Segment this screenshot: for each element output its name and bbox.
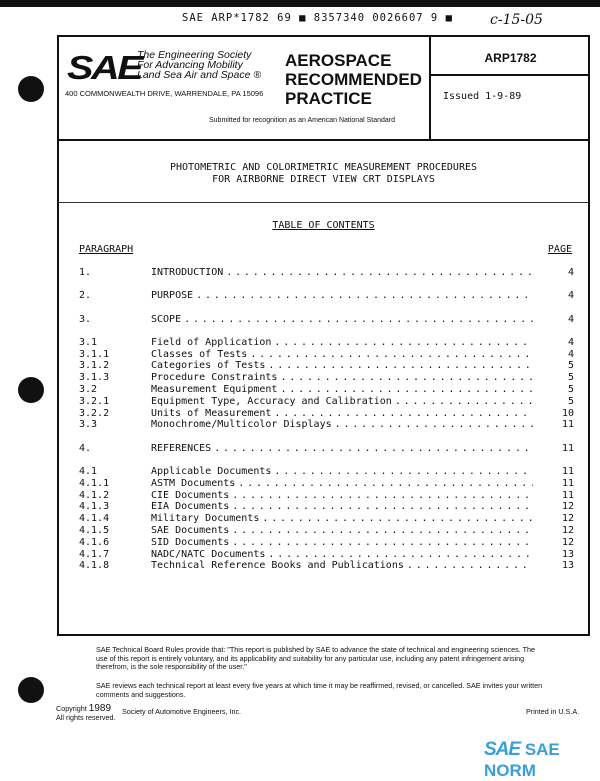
tagline-line: Land Sea Air and Space ® bbox=[137, 69, 262, 81]
dot-leader bbox=[214, 443, 533, 455]
toc-entry bbox=[79, 290, 574, 302]
toc-page: 11 bbox=[561, 489, 574, 501]
catalog-stamp: SAE ARP*1782 69 ■ 8357340 0026607 9 ■ bbox=[182, 12, 453, 24]
toc-page: 5 bbox=[567, 372, 574, 384]
punch-hole bbox=[18, 377, 44, 403]
type-line: PRACTICE bbox=[285, 89, 372, 108]
toc-page: 13 bbox=[561, 560, 574, 572]
type-line: RECOMMENDED bbox=[285, 70, 422, 89]
toc-page: 12 bbox=[561, 536, 574, 548]
toc-entry bbox=[79, 560, 574, 572]
toc-title: REFERENCES bbox=[151, 442, 212, 454]
toc-page: 12 bbox=[561, 513, 574, 525]
toc-number: 3.2 bbox=[79, 384, 98, 396]
toc-title: Categories of Tests bbox=[151, 360, 266, 372]
dot-leader bbox=[268, 360, 533, 372]
scan-edge bbox=[0, 0, 600, 7]
toc-page: 13 bbox=[561, 548, 574, 560]
dot-leader bbox=[232, 490, 533, 502]
toc-entry bbox=[79, 537, 574, 549]
dot-leader bbox=[232, 501, 533, 513]
toc-page: 11 bbox=[561, 419, 574, 431]
sae-logo: SAE bbox=[67, 49, 142, 86]
toc-title: ASTM Documents bbox=[151, 477, 236, 489]
toc-title: Classes of Tests bbox=[151, 348, 248, 360]
dot-leader bbox=[335, 419, 533, 431]
toc-page: 4 bbox=[567, 267, 574, 278]
toc-title: Procedure Constraints bbox=[151, 372, 278, 384]
watermark-logo: SAE bbox=[484, 739, 521, 760]
type-line: AEROSPACE bbox=[285, 51, 392, 70]
toc-title: SAE Documents bbox=[151, 525, 230, 537]
toc-page: 5 bbox=[567, 395, 574, 407]
toc-number: 4.1.7 bbox=[79, 548, 110, 560]
toc-entry bbox=[79, 478, 574, 490]
printed-in: Printed in U.S.A. bbox=[526, 707, 580, 716]
toc-number: 4.1.5 bbox=[79, 525, 110, 537]
dot-leader bbox=[395, 396, 533, 408]
toc-entry bbox=[79, 349, 574, 361]
punch-hole bbox=[18, 677, 44, 703]
toc-group bbox=[79, 337, 574, 431]
toc-number: 4.1.6 bbox=[79, 536, 110, 548]
toc-page: 11 bbox=[561, 466, 574, 478]
dot-leader bbox=[262, 513, 533, 525]
dot-leader bbox=[274, 337, 533, 349]
toc-title: Technical Reference Books and Publications bbox=[151, 560, 404, 572]
toc-number: 3.1.3 bbox=[79, 372, 110, 384]
toc-entry bbox=[79, 549, 574, 561]
toc-entry bbox=[79, 513, 574, 525]
document-header bbox=[57, 35, 590, 141]
toc-number: 4.1.2 bbox=[79, 489, 110, 501]
toc-title: INTRODUCTION bbox=[151, 267, 224, 278]
toc-title: NADC/NATC Documents bbox=[151, 548, 266, 560]
dot-leader bbox=[407, 560, 533, 572]
address: 400 COMMONWEALTH DRIVE, WARRENDALE, PA 15096 bbox=[65, 89, 264, 98]
issued-date: Issued 1-9-89 bbox=[443, 91, 522, 102]
toc-group bbox=[79, 314, 574, 326]
toc-group bbox=[79, 443, 574, 455]
toc-page: 12 bbox=[561, 525, 574, 537]
toc-title: Applicable Documents bbox=[151, 466, 272, 478]
dot-leader bbox=[268, 549, 533, 561]
toc-number: 3.2.2 bbox=[79, 407, 110, 419]
table-of-contents bbox=[79, 267, 574, 584]
toc-title: PURPOSE bbox=[151, 290, 194, 302]
toc-title: Monochrome/Multicolor Displays bbox=[151, 419, 332, 431]
paragraph-column-header: PARAGRAPH bbox=[79, 244, 134, 255]
watermark-text: SAE NORM bbox=[484, 740, 560, 780]
toc-title: Units of Measurement bbox=[151, 407, 272, 419]
toc-page: 4 bbox=[567, 290, 574, 302]
toc-number: 4.1.1 bbox=[79, 477, 110, 489]
toc-entry bbox=[79, 501, 574, 513]
toc-group bbox=[79, 290, 574, 302]
dot-leader bbox=[238, 478, 533, 490]
title-line: FOR AIRBORNE DIRECT VIEW CRT DISPLAYS bbox=[212, 174, 435, 185]
toc-page: 10 bbox=[561, 407, 574, 419]
toc-entry bbox=[79, 384, 574, 396]
toc-number: 3.2.1 bbox=[79, 395, 110, 407]
rights-reserved: All rights reserved. bbox=[56, 712, 116, 722]
toc-number: 4. bbox=[79, 442, 92, 454]
toc-title: SID Documents bbox=[151, 536, 230, 548]
handwritten-note: c-15-05 bbox=[490, 12, 543, 28]
toc-group bbox=[79, 267, 574, 279]
toc-number: 3.1 bbox=[79, 336, 98, 348]
toc-number: 4.1 bbox=[79, 466, 98, 478]
toc-page: 4 bbox=[567, 313, 574, 325]
toc-page: 5 bbox=[567, 360, 574, 372]
dot-leader bbox=[196, 290, 533, 302]
toc-title: CIE Documents bbox=[151, 489, 230, 501]
toc-page: 11 bbox=[561, 442, 574, 454]
toc-entry bbox=[79, 419, 574, 431]
title-line: PHOTOMETRIC AND COLORIMETRIC MEASUREMENT PROCEDURES bbox=[169, 162, 478, 173]
toc-page: 4 bbox=[567, 336, 574, 348]
toc-entry bbox=[79, 314, 574, 326]
toc-entry bbox=[79, 372, 574, 384]
toc-entry bbox=[79, 337, 574, 349]
toc-page: 5 bbox=[567, 384, 574, 396]
punch-hole bbox=[18, 76, 44, 102]
dot-leader bbox=[184, 314, 533, 326]
toc-number: 3. bbox=[79, 313, 92, 325]
dot-leader bbox=[232, 525, 533, 537]
tagline-line: The Engineering Society bbox=[137, 49, 252, 61]
toc-page: 12 bbox=[561, 501, 574, 513]
toc-group bbox=[79, 466, 574, 572]
copyright-label: Copyright bbox=[56, 704, 87, 713]
dot-leader bbox=[274, 408, 533, 420]
dot-leader bbox=[232, 537, 533, 549]
toc-entry bbox=[79, 525, 574, 537]
dot-leader bbox=[226, 267, 533, 279]
toc-entry bbox=[79, 408, 574, 420]
toc-number: 4.1.3 bbox=[79, 501, 110, 513]
toc-number: 3.3 bbox=[79, 419, 98, 431]
toc-title: SCOPE bbox=[151, 313, 182, 325]
dot-leader bbox=[274, 466, 533, 478]
document-type bbox=[285, 51, 422, 108]
toc-entry bbox=[79, 267, 574, 279]
review-note: SAE reviews each technical report at least every five years at which time it may be reaffirmed, revised, or cancelled. SAE invites your written comments and suggestions. bbox=[96, 681, 543, 699]
toc-number: 2. bbox=[79, 290, 92, 302]
toc-title: Equipment Type, Accuracy and Calibration bbox=[151, 395, 392, 407]
toc-page: 11 bbox=[561, 477, 574, 489]
toc-heading: TABLE OF CONTENTS bbox=[272, 220, 375, 231]
document-number: ARP1782 bbox=[484, 51, 537, 65]
page-column-header: PAGE bbox=[547, 244, 572, 255]
dot-leader bbox=[280, 384, 533, 396]
copyright bbox=[56, 705, 116, 722]
copyright-year: 1989 bbox=[88, 703, 112, 714]
dot-leader bbox=[250, 349, 533, 361]
toc-title: Field of Application bbox=[151, 336, 272, 348]
toc-page: 4 bbox=[567, 348, 574, 360]
toc-title: Military Documents bbox=[151, 513, 260, 525]
document-body bbox=[57, 139, 590, 636]
toc-number: 4.1.4 bbox=[79, 513, 110, 525]
board-rules: SAE Technical Board Rules provide that: "This report is published by SAE to advance the state of technical and engineering sciences. The use of this report is entirely voluntary, and its applicability and suitability for any particular use, including any patent infringement arising therefrom, is the sole responsibility of the user." bbox=[96, 645, 535, 671]
tagline-line: For Advancing Mobility bbox=[137, 59, 243, 71]
sae-norm-watermark bbox=[484, 739, 600, 781]
toc-number: 1. bbox=[79, 267, 92, 278]
dot-leader bbox=[280, 372, 533, 384]
toc-entry bbox=[79, 490, 574, 502]
publisher: Society of Automotive Engineers, Inc. bbox=[122, 707, 242, 716]
toc-entry bbox=[79, 466, 574, 478]
divider bbox=[59, 202, 588, 203]
toc-number: 3.1.2 bbox=[79, 360, 110, 372]
toc-title: Measurement Equipment bbox=[151, 384, 278, 396]
document-title bbox=[59, 162, 588, 186]
toc-entry bbox=[79, 360, 574, 372]
toc-entry bbox=[79, 396, 574, 408]
toc-title: EIA Documents bbox=[151, 501, 230, 513]
toc-number: 3.1.1 bbox=[79, 348, 110, 360]
toc-number: 4.1.8 bbox=[79, 560, 110, 572]
toc-entry bbox=[79, 443, 574, 455]
submitted-note: Submitted for recognition as an American National Standard bbox=[209, 117, 395, 124]
society-tagline bbox=[137, 50, 261, 80]
